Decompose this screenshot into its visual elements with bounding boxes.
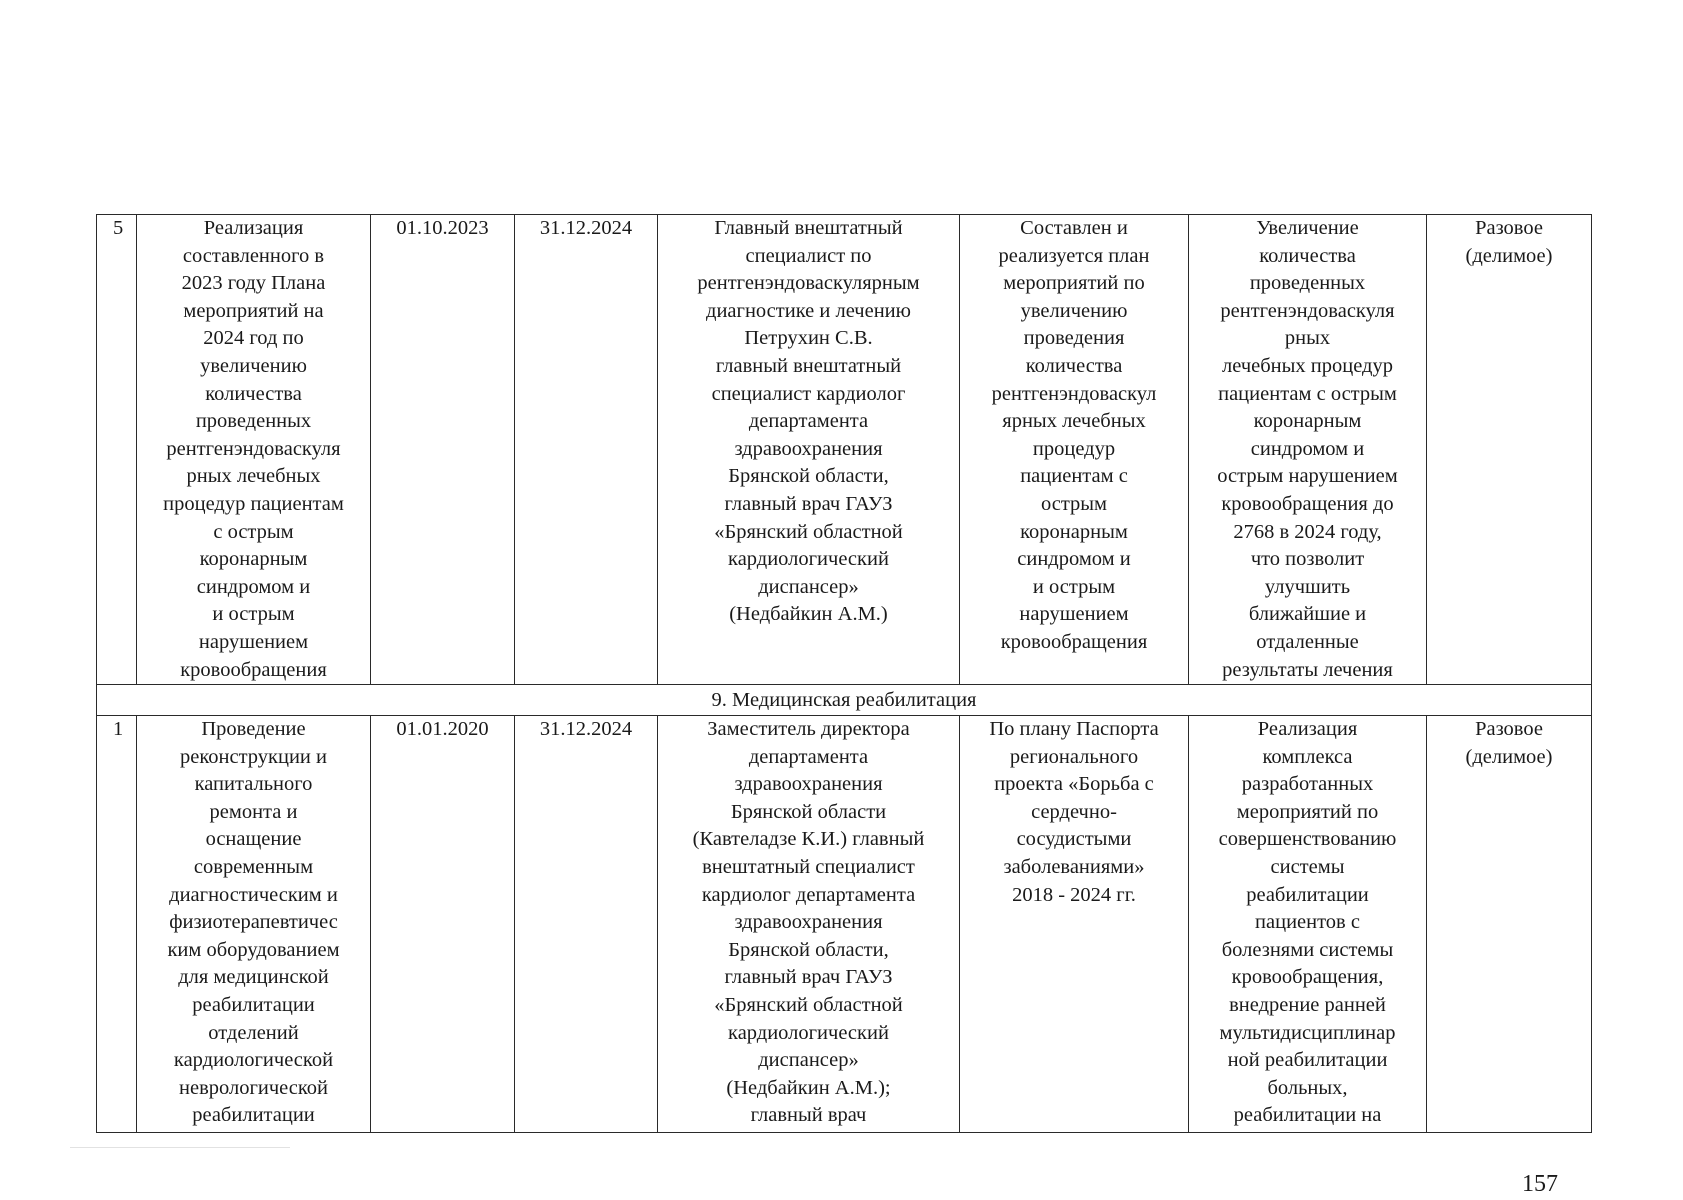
responsible-cell: Заместитель директора департамента здравоохранения Брянской области (Кавтеладзе К.И.) главный внештатный специалист кардиолог департамента здравоохранения Брянской области, главный врач ГАУЗ «Брянский областной кардиологический диспансер» (Недбайкин А.М.); главный врач	[658, 716, 960, 1133]
row-number-cell: 5	[97, 215, 137, 685]
end-date-cell: 31.12.2024	[515, 215, 658, 685]
faint-scan-line	[70, 1147, 290, 1148]
section-header-row	[97, 685, 1592, 716]
page-number: 157	[1522, 1171, 1558, 1197]
event-cell: Реализация составленного в 2023 году Плана мероприятий на 2024 год по увеличению количества проведенных рентгенэндоваскуля рных лечебных процедур пациентам с острым коронарным синдромом и и острым нарушением кровообращения	[137, 215, 371, 685]
characteristic-cell: Составлен и реализуется план мероприятий по увеличению проведения количества рентгенэндоваскул ярных лечебных процедур пациентам с острым коронарным синдромом и и острым нарушением кровообращения	[960, 215, 1189, 685]
result-cell: Увеличение количества проведенных рентгенэндоваскуля рных лечебных процедур пациентам с острым коронарным синдромом и острым нарушением кровообращения до 2768 в 2024 году, что позволит улучшить ближайшие и отдаленные результаты лечения	[1189, 215, 1427, 685]
responsible-cell: Главный внештатный специалист по рентгенэндоваскулярным диагностике и лечению Петрухин С.В. главный внештатный специалист кардиолог департамента здравоохранения Брянской области, главный врач ГАУЗ «Брянский областной кардиологический диспансер» (Недбайкин А.М.)	[658, 215, 960, 685]
row-number-cell: 1	[97, 716, 137, 1133]
table-row	[97, 716, 1592, 1133]
action-plan-table	[96, 214, 1592, 1133]
end-date-cell: 31.12.2024	[515, 716, 658, 1133]
characteristic-cell: По плану Паспорта регионального проекта «Борьба с сердечно- сосудистыми заболеваниями» 2018 - 2024 гг.	[960, 716, 1189, 1133]
section-title: 9. Медицинская реабилитация	[97, 685, 1592, 716]
type-cell: Разовое (делимое)	[1427, 716, 1592, 1133]
start-date-cell: 01.01.2020	[371, 716, 515, 1133]
event-cell: Проведение реконструкции и капитального ремонта и оснащение современным диагностическим и физиотерапевтичес ким оборудованием для медицинской реабилитации отделений кардиологической неврологической реабилитации	[137, 716, 371, 1133]
result-cell: Реализация комплекса разработанных мероприятий по совершенствованию системы реабилитации пациентов с болезнями системы кровообращения, внедрение ранней мультидисциплинар ной реабилитации больных, реабилитации на	[1189, 716, 1427, 1133]
type-cell: Разовое (делимое)	[1427, 215, 1592, 685]
table-row	[97, 215, 1592, 685]
start-date-cell: 01.10.2023	[371, 215, 515, 685]
